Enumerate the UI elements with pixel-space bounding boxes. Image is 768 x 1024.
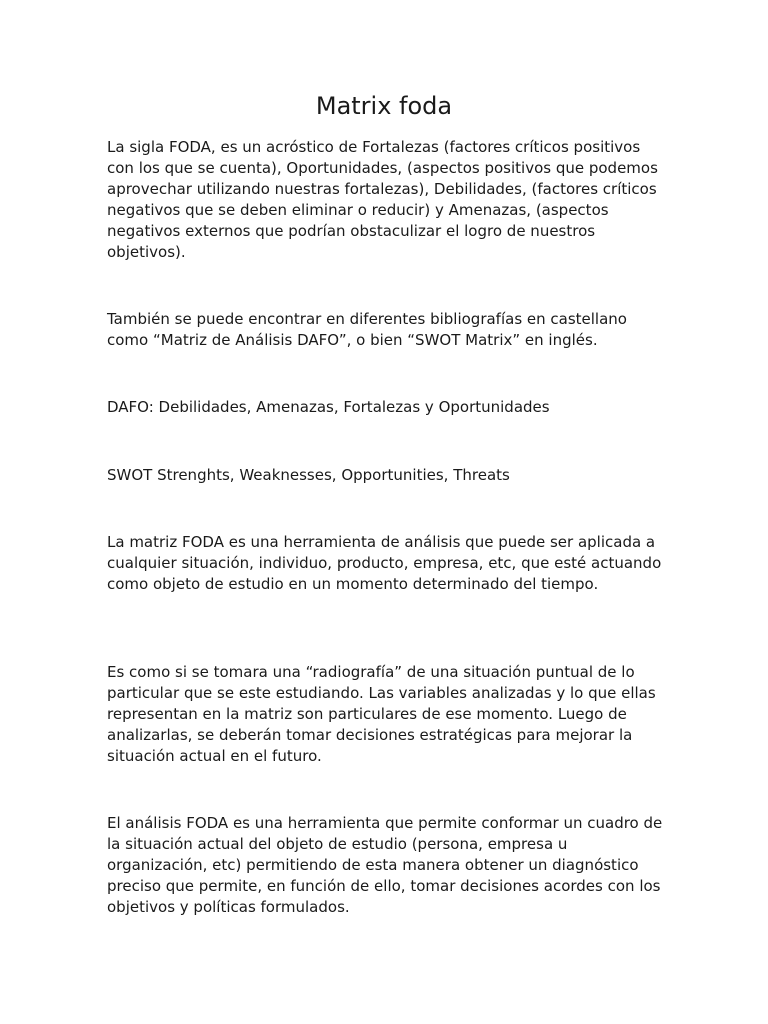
paragraph-radiografia: Es como si se tomara una “radiografía” de una situación puntual de lo particular que se este estudiando. Las variables analizadas y lo que ellas representan en la matriz son particulares de ese momento. Luego de analizarlas, se deberán tomar decisiones estratégicas para mejorar la situación actual en el futuro. — [107, 663, 656, 765]
paragraph-foda-definition: La sigla FODA, es un acróstico de Fortalezas (factores críticos positivos con los que se cuenta), Oportunidades, (aspectos positivos que podemos aprovechar utilizando nuestras fortalezas), Debilidades, (factores críticos negativos que se deben eliminar o reducir) y Amenazas, (aspectos negativos externos que podrían obstaculizar el logro de nuestros objetivos). — [107, 138, 658, 261]
paragraph-swot-expansion: SWOT Strenghts, Weaknesses, Opportunities, Threats — [107, 466, 510, 484]
paragraph-dafo-expansion: DAFO: Debilidades, Amenazas, Fortalezas y Oportunidades — [107, 398, 550, 416]
paragraph-dafo-names: También se puede encontrar en diferentes bibliografías en castellano como “Matriz de Análisis DAFO”, o bien “SWOT Matrix” en inglés. — [107, 310, 627, 349]
paragraph-foda-tool: La matriz FODA es una herramienta de análisis que puede ser aplicada a cualquier situación, individuo, producto, empresa, etc, que esté actuando como objeto de estudio en un momento determinado del tiempo. — [107, 533, 662, 593]
page-title: Matrix foda — [315, 92, 453, 120]
paragraph-foda-analysis: El análisis FODA es una herramienta que permite conformar un cuadro de la situación actual del objeto de estudio (persona, empresa u organización, etc) permitiendo de esta manera obtener un diagnóstico preciso que permite, en función de ello, tomar decisiones acordes con los objetivos y políticas formulados. — [107, 814, 663, 916]
